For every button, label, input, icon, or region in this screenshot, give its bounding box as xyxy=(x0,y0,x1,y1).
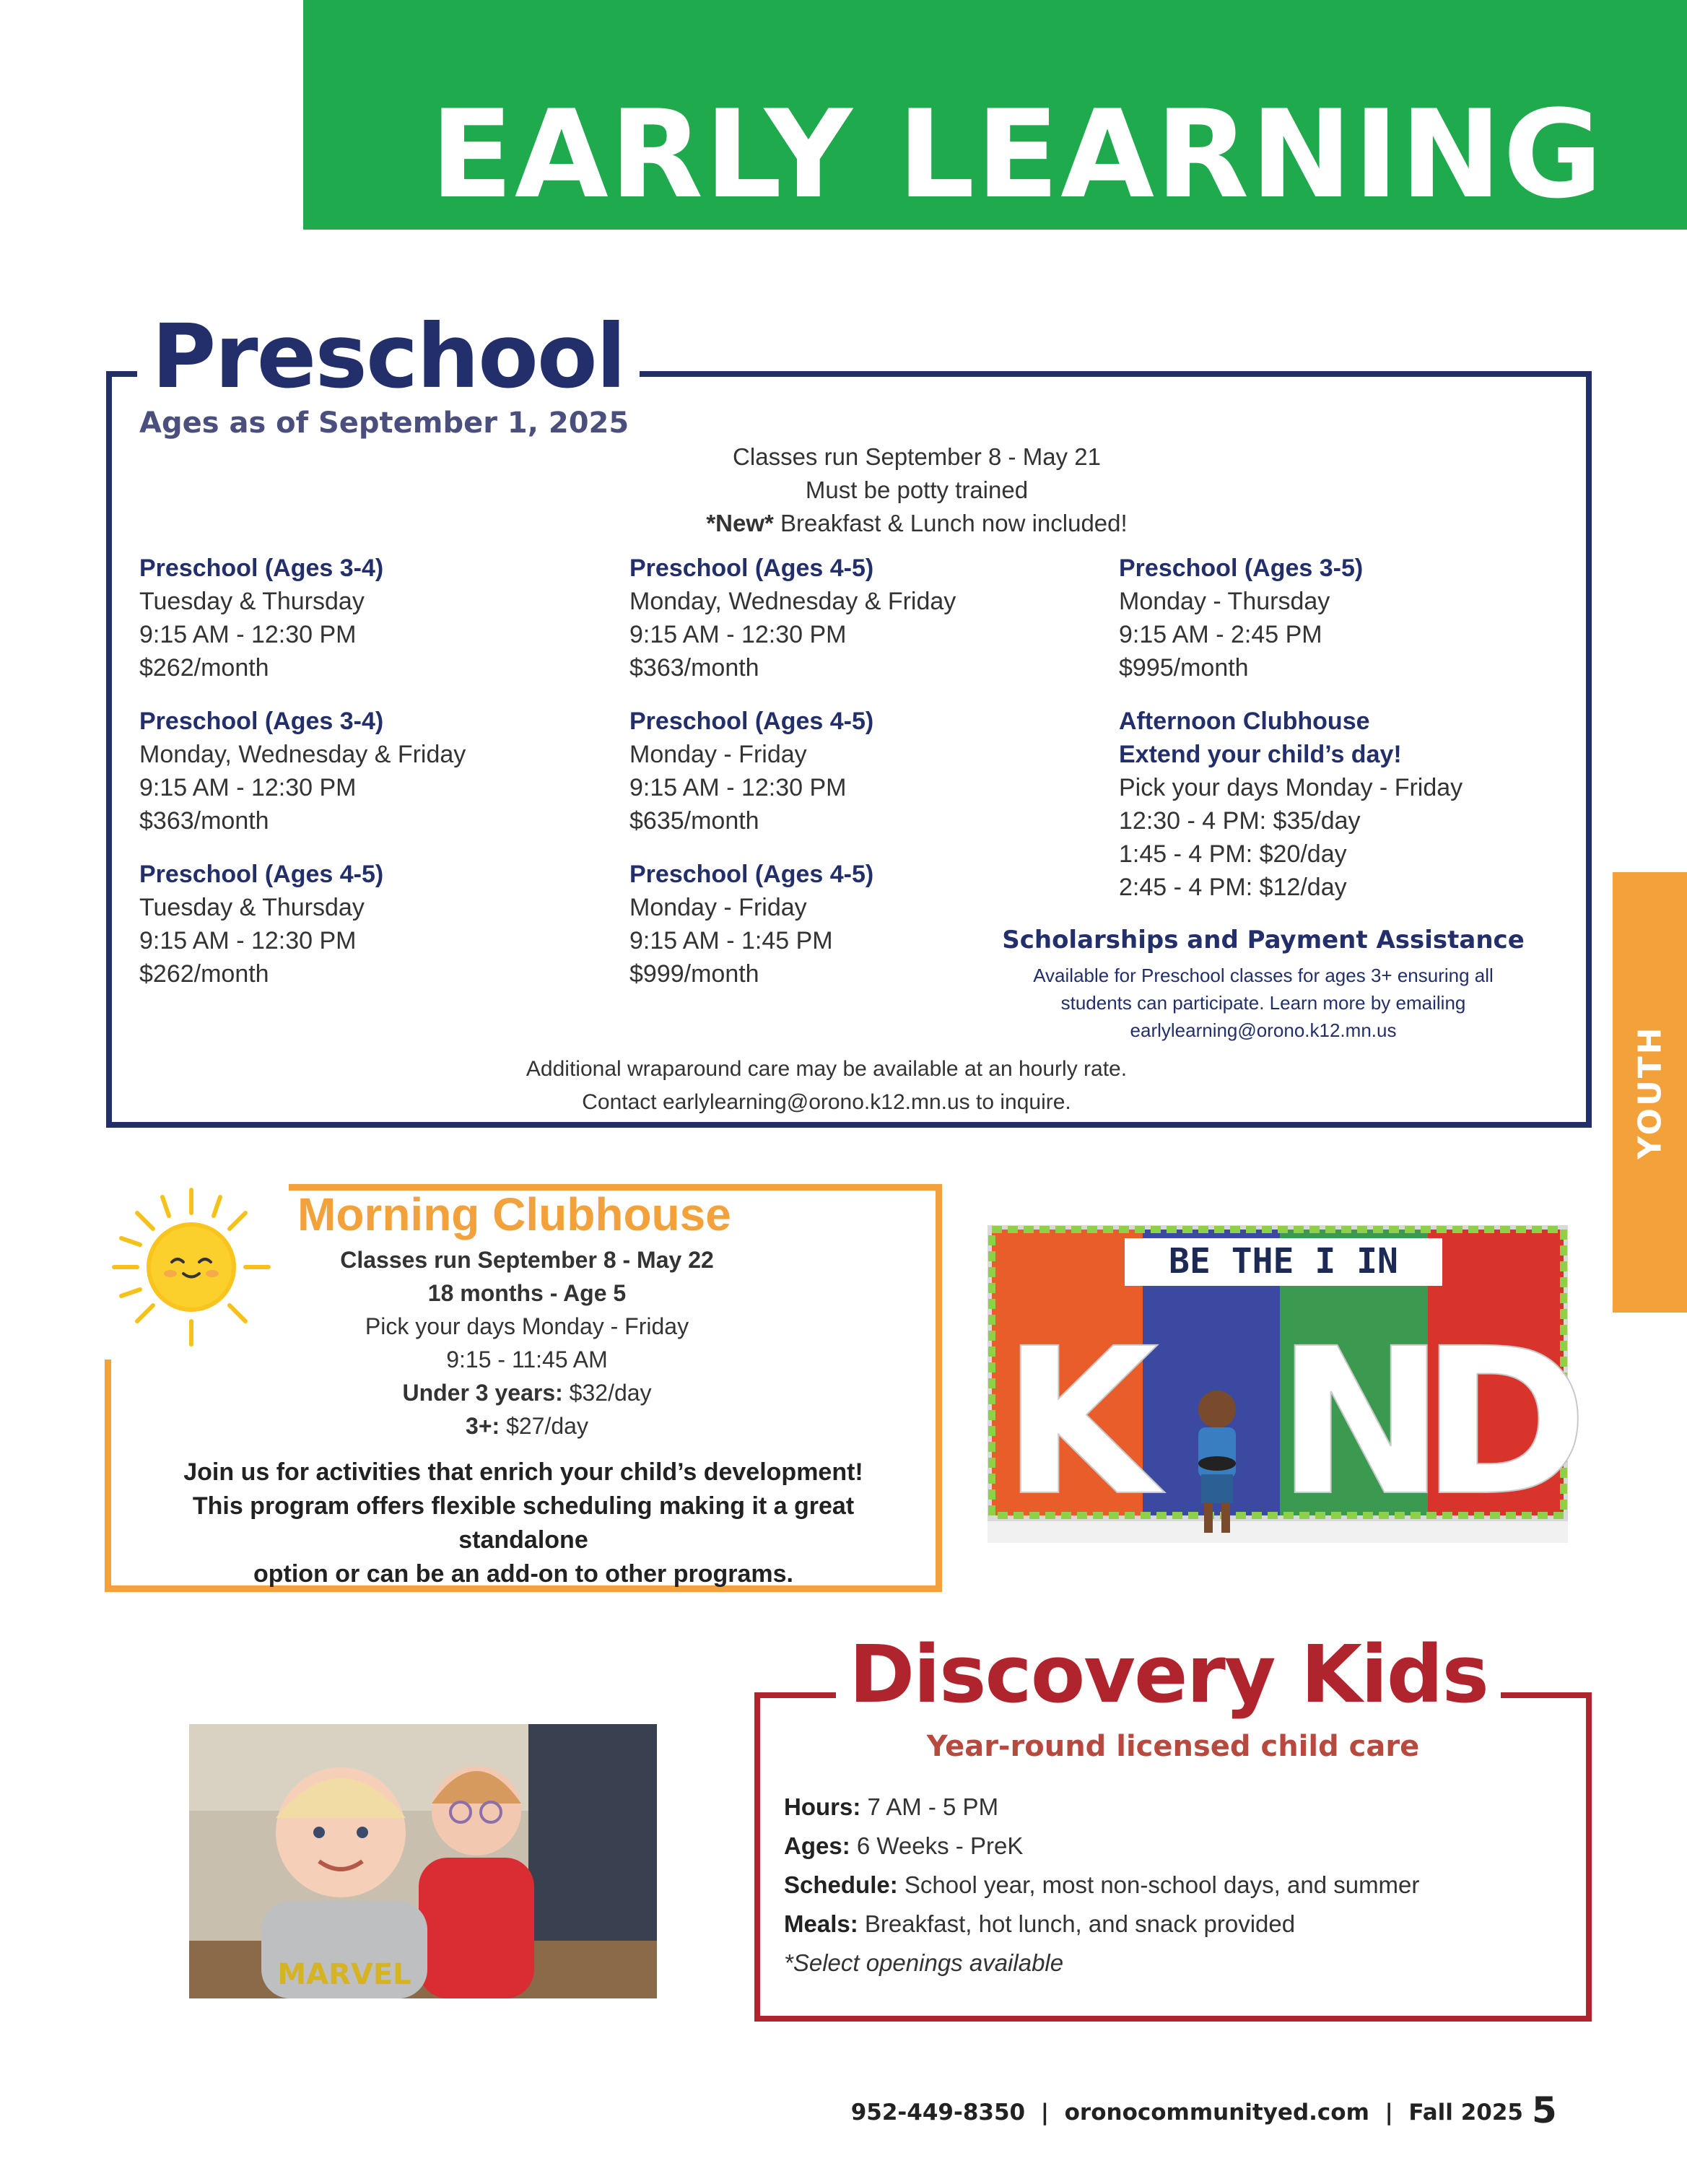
dk-ages xyxy=(784,1827,1578,1866)
page-title: EARLY LEARNING xyxy=(430,84,1604,225)
program-name: Preschool (Ages 3-4) xyxy=(139,554,384,582)
mc-price-under3 xyxy=(274,1376,780,1409)
girl-figure xyxy=(419,1766,534,1998)
sun-icon xyxy=(108,1184,274,1350)
program-time: 9:15 AM - 12:30 PM xyxy=(139,774,357,801)
scholarship-line: Available for Preschool classes for ages 3+ ensuring all xyxy=(1033,965,1494,986)
dk-value: 6 Weeks - PreK xyxy=(850,1832,1024,1859)
program-time: 9:15 AM - 2:45 PM xyxy=(1119,621,1322,648)
dk-label: Ages: xyxy=(784,1832,850,1859)
program-time: 9:15 AM - 12:30 PM xyxy=(139,927,357,954)
discovery-kids-details xyxy=(784,1788,1578,1983)
program-price: $999/month xyxy=(629,960,759,988)
program-name: Preschool (Ages 4-5) xyxy=(629,708,874,735)
program-block xyxy=(139,858,601,991)
program-block xyxy=(629,552,1091,684)
dk-label: Hours: xyxy=(784,1793,861,1820)
dk-schedule xyxy=(784,1866,1578,1905)
program-price: $262/month xyxy=(139,654,269,682)
dk-value: 7 AM - 5 PM xyxy=(860,1793,999,1820)
mc-desc-line: option or can be an add-on to other programs. xyxy=(253,1560,794,1588)
program-days: Monday - Friday xyxy=(629,894,807,921)
preschool-title: Preschool xyxy=(137,310,640,403)
letter-d: D xyxy=(1421,1305,1589,1541)
mc-days: Pick your days Monday - Friday xyxy=(365,1313,689,1339)
program-price: $995/month xyxy=(1119,654,1249,682)
mc-price-label: Under 3 years: xyxy=(402,1380,563,1406)
dk-note: *Select openings available xyxy=(784,1949,1064,1976)
dk-hours xyxy=(784,1788,1578,1827)
new-tag: *New* xyxy=(706,510,774,536)
program-time: 9:15 AM - 1:45 PM xyxy=(629,927,833,954)
header-banner xyxy=(303,0,1687,230)
new-meals-text: Breakfast & Lunch now included! xyxy=(773,510,1128,536)
letter-n: N xyxy=(1276,1305,1446,1541)
preschool-column-3 xyxy=(1119,552,1581,924)
program-name: Preschool (Ages 4-5) xyxy=(629,554,874,582)
kids-illustration xyxy=(189,1724,657,1998)
dk-meals xyxy=(784,1905,1578,1944)
mc-time: 9:15 - 11:45 AM xyxy=(446,1346,608,1372)
program-price: $262/month xyxy=(139,960,269,988)
scholarship-title: Scholarships and Payment Assistance xyxy=(1002,926,1525,954)
afternoon-clubhouse-title: Afternoon Clubhouse xyxy=(1119,708,1370,735)
shirt-text: MARVEL xyxy=(277,1958,411,1991)
scholarship-text xyxy=(1003,962,1523,1044)
mc-price-label: 3+: xyxy=(466,1413,500,1439)
program-name: Preschool (Ages 3-5) xyxy=(1119,554,1364,582)
afternoon-clubhouse-tagline: Extend your child’s day! xyxy=(1119,741,1402,768)
program-name: Preschool (Ages 4-5) xyxy=(629,861,874,888)
kind-wall-illustration xyxy=(988,1225,1589,1543)
program-time: 9:15 AM - 12:30 PM xyxy=(629,774,847,801)
program-block xyxy=(629,705,1091,838)
program-price: $363/month xyxy=(629,654,759,682)
kind-wall-photo xyxy=(988,1225,1589,1543)
program-block xyxy=(1119,552,1581,684)
program-block xyxy=(139,705,601,838)
kids-photo xyxy=(189,1724,657,1998)
program-days: Monday, Wednesday & Friday xyxy=(629,588,956,615)
afternoon-clubhouse-rate: 2:45 - 4 PM: $12/day xyxy=(1119,874,1347,901)
wraparound-contact: Contact earlylearning@orono.k12.mn.us to inquire. xyxy=(582,1090,1071,1114)
scholarship-line: students can participate. Learn more by emailing xyxy=(1060,992,1466,1014)
mc-price-value: $32/day xyxy=(562,1380,652,1406)
afternoon-clubhouse-rate: 12:30 - 4 PM: $35/day xyxy=(1119,807,1361,835)
preschool-subtitle: Ages as of September 1, 2025 xyxy=(139,406,629,440)
morning-clubhouse-description xyxy=(126,1456,920,1591)
morning-clubhouse-title: Morning Clubhouse xyxy=(297,1188,731,1240)
kind-banner-text: BE THE I IN xyxy=(1169,1241,1398,1282)
wraparound-note: Additional wraparound care may be available at an hourly rate. xyxy=(526,1057,1128,1081)
discovery-kids-title: Discovery Kids xyxy=(836,1633,1501,1717)
afternoon-clubhouse-block xyxy=(1119,705,1581,904)
youth-section-tab[interactable] xyxy=(1613,872,1687,1313)
program-price: $363/month xyxy=(139,807,269,835)
preschool-new-meals xyxy=(505,507,1328,540)
program-time: 9:15 AM - 12:30 PM xyxy=(629,621,847,648)
preschool-dates: Classes run September 8 - May 21 xyxy=(733,443,1101,470)
page-number: 5 xyxy=(1532,2089,1557,2131)
program-name: Preschool (Ages 4-5) xyxy=(139,861,384,888)
program-name: Preschool (Ages 3-4) xyxy=(139,708,384,735)
program-days: Monday - Friday xyxy=(629,741,807,768)
afternoon-clubhouse-rate: 1:45 - 4 PM: $20/day xyxy=(1119,840,1347,868)
youth-tab-label: YOUTH xyxy=(1631,1025,1668,1160)
mc-price-value: $27/day xyxy=(500,1413,588,1439)
program-days: Tuesday & Thursday xyxy=(139,588,365,615)
dk-value: Breakfast, hot lunch, and snack provided xyxy=(858,1910,1296,1937)
afternoon-clubhouse-days: Pick your days Monday - Friday xyxy=(1119,774,1463,801)
scholarship-email-link[interactable]: earlylearning@orono.k12.mn.us xyxy=(1130,1019,1397,1041)
preschool-column-1 xyxy=(139,552,601,1011)
mc-desc-line: This program offers flexible scheduling making it a great standalone xyxy=(192,1492,855,1554)
letter-k: K xyxy=(1002,1305,1159,1541)
preschool-intro xyxy=(505,440,1328,540)
page-footer-contact: 952-449-8350 | oronocommunityed.com | Fall 2025 xyxy=(850,2100,1523,2126)
mc-ages: 18 months - Age 5 xyxy=(427,1280,627,1306)
program-days: Monday - Thursday xyxy=(1119,588,1330,615)
discovery-kids-subtitle: Year-round licensed child care xyxy=(926,1730,1420,1763)
mc-price-over3 xyxy=(274,1409,780,1443)
dk-label: Meals: xyxy=(784,1910,858,1937)
program-days: Monday, Wednesday & Friday xyxy=(139,741,466,768)
program-time: 9:15 AM - 12:30 PM xyxy=(139,621,357,648)
preschool-footer-note xyxy=(404,1053,1249,1119)
program-price: $635/month xyxy=(629,807,759,835)
morning-clubhouse-details xyxy=(274,1243,780,1443)
dk-label: Schedule: xyxy=(784,1871,898,1898)
program-days: Tuesday & Thursday xyxy=(139,894,365,921)
mc-desc-line: Join us for activities that enrich your child’s development! xyxy=(183,1458,863,1486)
mc-dates: Classes run September 8 - May 22 xyxy=(340,1247,714,1273)
program-block xyxy=(139,552,601,684)
dk-value: School year, most non-school days, and summer xyxy=(897,1871,1420,1898)
preschool-requirement: Must be potty trained xyxy=(805,477,1029,503)
